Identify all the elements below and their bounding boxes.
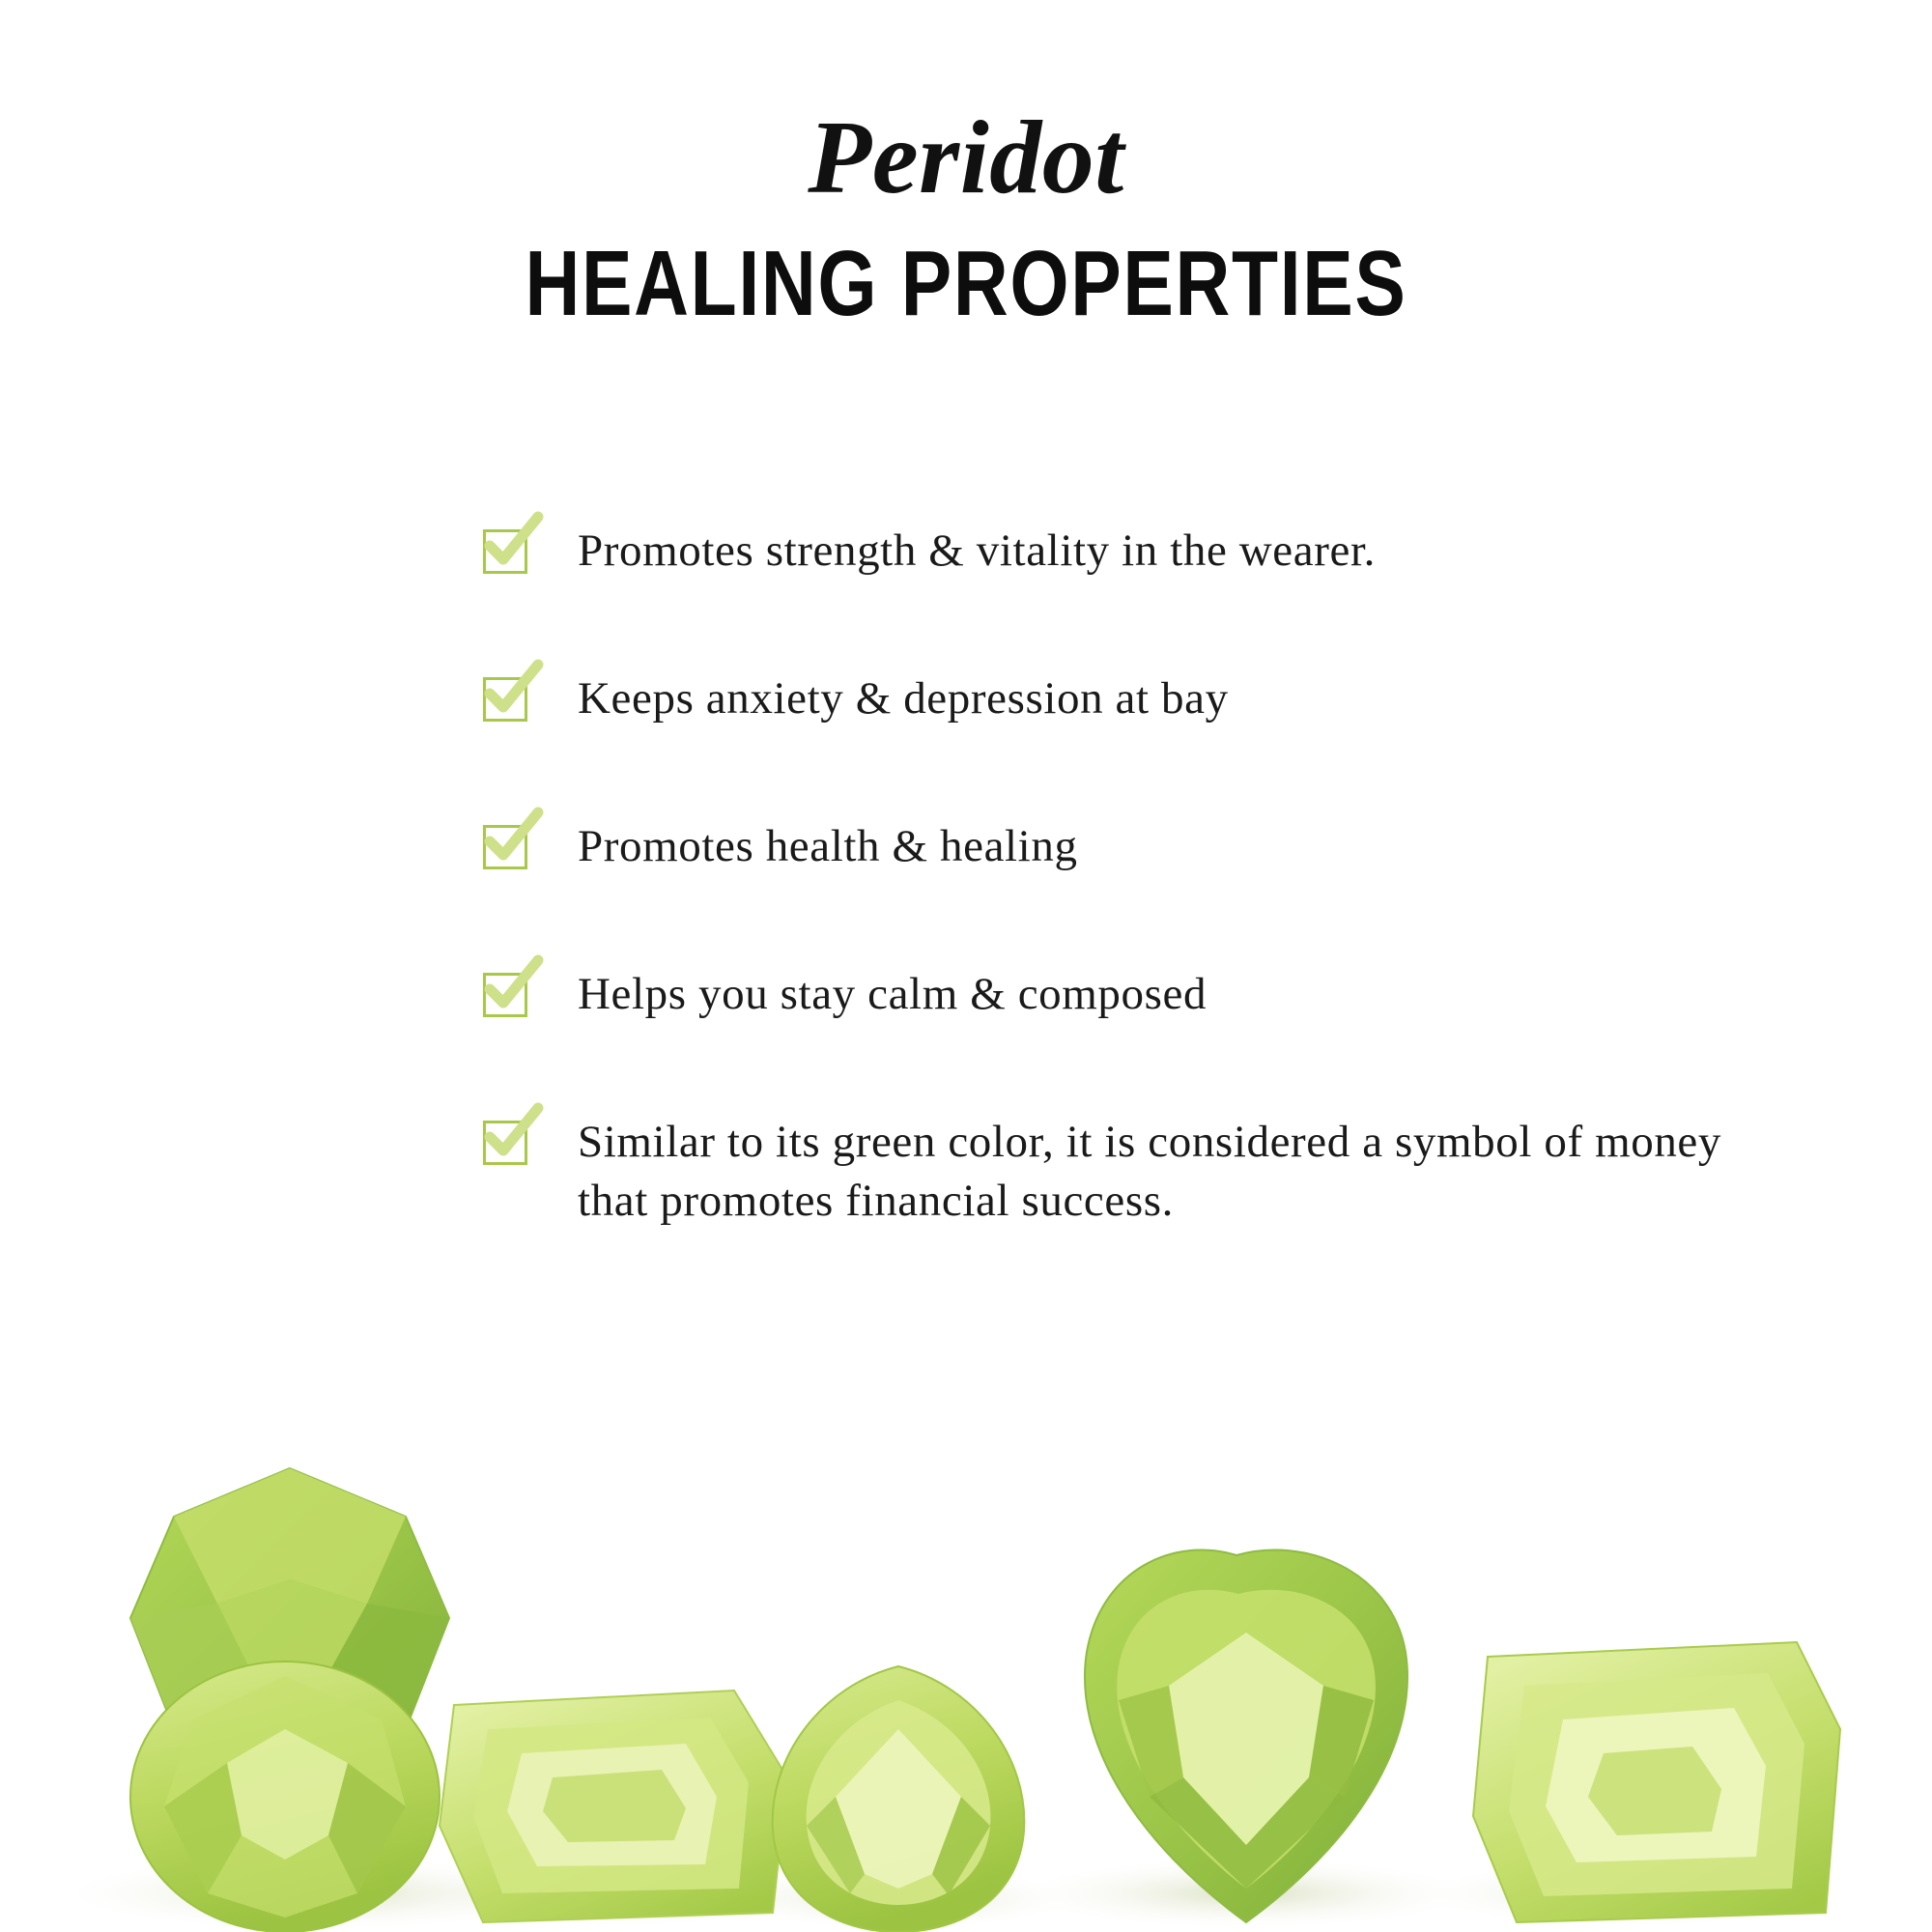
checkbox-checked-icon (483, 973, 527, 1017)
list-item (483, 669, 1797, 728)
checkbox-checked-icon (483, 1121, 527, 1165)
list-item (483, 522, 1797, 581)
page-title-script: Peridot (808, 100, 1124, 215)
checkbox-checked-icon (483, 529, 527, 574)
header (0, 0, 1932, 335)
list-item-label: Helps you stay calm & composed (578, 969, 1208, 1020)
list-item-label: Promotes health & healing (578, 821, 1078, 872)
healing-properties-list (483, 522, 1797, 1232)
checkbox-checked-icon (483, 825, 527, 869)
page-title-main: HEALING PROPERTIES (525, 232, 1407, 335)
list-item-label: Similar to its green color, it is considered a symbol of money that promotes financial success. (578, 1117, 1721, 1227)
checkbox-checked-icon (483, 677, 527, 722)
list-item-label: Promotes strength & vitality in the wearer. (578, 526, 1376, 576)
list-item (483, 817, 1797, 876)
list-item-label: Keeps anxiety & depression at bay (578, 673, 1229, 724)
list-item (483, 1113, 1797, 1231)
list-item (483, 965, 1797, 1024)
peridot-gemstones-photo (0, 1410, 1932, 1932)
